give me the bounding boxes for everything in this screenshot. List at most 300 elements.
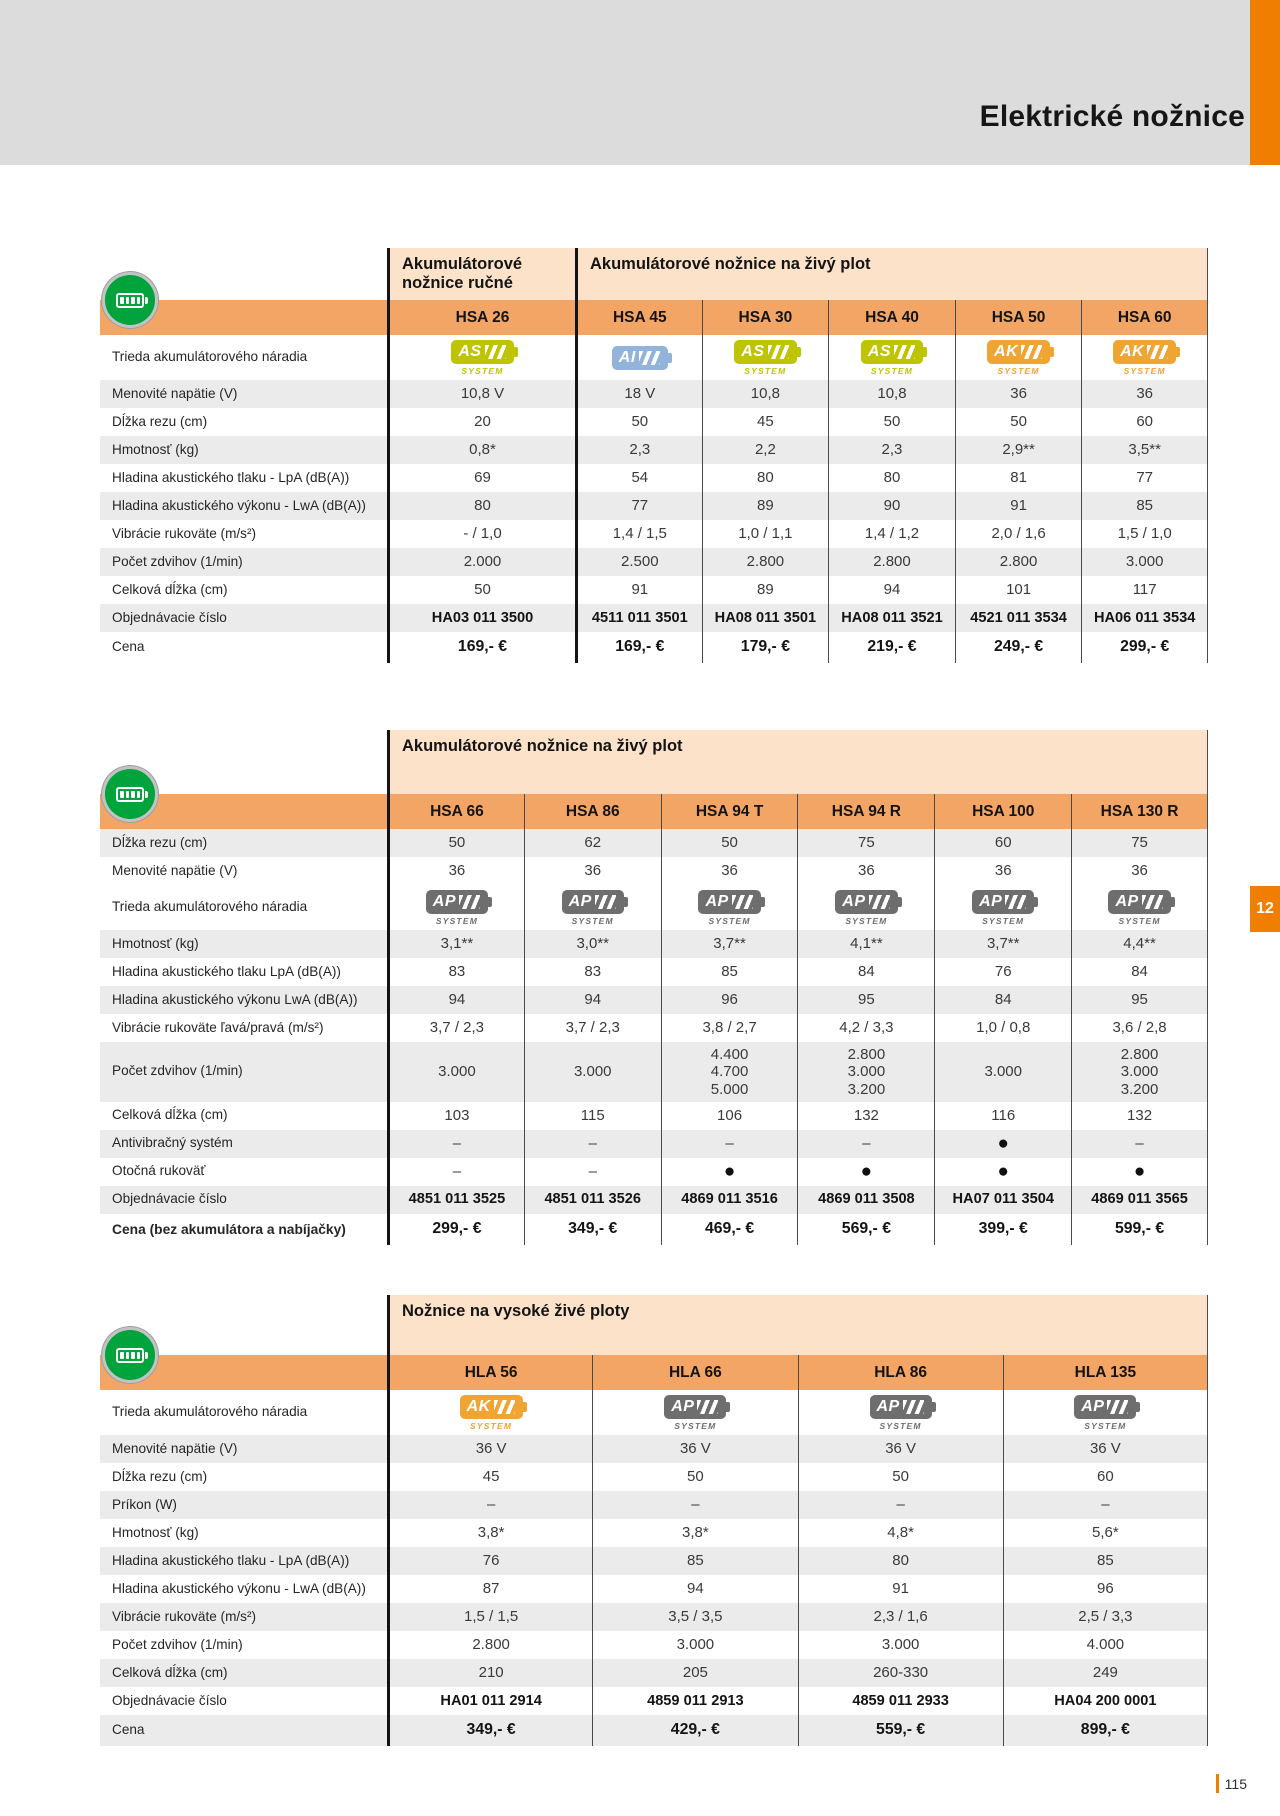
spec-value: 4859 011 2933 — [798, 1687, 1003, 1715]
battery-shape-icon — [1074, 1395, 1136, 1419]
spec-value — [592, 1390, 797, 1435]
spec-value: 62 — [524, 829, 661, 857]
spec-row — [100, 632, 1208, 663]
spec-value: 10,8 — [828, 380, 955, 408]
spec-value: 2,3 — [828, 436, 955, 464]
spec-value: 50 — [661, 829, 798, 857]
spec-row — [100, 520, 1208, 548]
spec-value: – — [798, 1491, 1003, 1519]
product-table-hedge-trimmers — [100, 730, 1208, 1245]
spec-value — [702, 335, 829, 380]
spec-value — [1071, 885, 1208, 930]
row-label: Počet zdvihov (1/min) — [112, 1063, 243, 1079]
spec-value: 2,9** — [955, 436, 1082, 464]
battery-glyph-icon — [116, 293, 144, 308]
spec-row — [100, 464, 1208, 492]
table-group-header-row — [100, 730, 1208, 794]
spec-value: 249 — [1003, 1659, 1208, 1687]
spec-value: – — [661, 1130, 798, 1158]
battery-shape-icon — [460, 1395, 523, 1419]
row-label: Cena — [112, 1722, 145, 1738]
footer-accent-bar — [1216, 1774, 1219, 1793]
spec-value: 569,- € — [797, 1214, 934, 1245]
badge-system-label: SYSTEM — [571, 915, 614, 926]
spec-value: 1,0 / 0,8 — [934, 1014, 1071, 1042]
spec-value: 103 — [387, 1102, 524, 1130]
row-label: Hmotnosť (kg) — [112, 441, 199, 457]
spec-value: HA01 011 2914 — [387, 1687, 592, 1715]
badge-system-label: SYSTEM — [1118, 915, 1161, 926]
spec-value — [387, 885, 524, 930]
battery-shape-icon — [612, 346, 668, 370]
spec-value: 3,1** — [387, 930, 524, 958]
spec-value: 90 — [828, 492, 955, 520]
spec-value: 96 — [1003, 1575, 1208, 1603]
multi-value — [848, 1046, 886, 1098]
row-label: Hladina akustického tlaku - LpA (dB(A)) — [112, 469, 350, 485]
battery-glyph-icon — [116, 1348, 144, 1363]
spec-value: 84 — [934, 986, 1071, 1014]
badge-letters: AP — [568, 892, 592, 910]
spec-row — [100, 930, 1208, 958]
spec-value: 2,3 — [575, 436, 702, 464]
battery-system-badge-as — [734, 340, 796, 376]
battery-cell-bar — [126, 297, 130, 304]
model-name: HSA 45 — [575, 300, 702, 335]
spec-value: 4851 011 3526 — [524, 1186, 661, 1214]
spec-row — [100, 548, 1208, 576]
row-label: Dĺžka rezu (cm) — [112, 834, 208, 850]
spec-value: 3.000 — [798, 1631, 1003, 1659]
spec-value: 3,8 / 2,7 — [661, 1014, 798, 1042]
battery-cell-bar — [120, 791, 124, 798]
battery-bars-icon — [697, 1400, 718, 1414]
multi-value — [1121, 1046, 1159, 1098]
row-label: Cena — [112, 639, 145, 655]
battery-cell-bar — [137, 791, 141, 798]
battery-cell-bar — [137, 1352, 141, 1359]
spec-value: 50 — [798, 1463, 1003, 1491]
row-label: Menovité napätie (V) — [112, 385, 238, 401]
spec-row — [100, 576, 1208, 604]
spec-value: 3.000 — [524, 1042, 661, 1102]
spec-value: 599,- € — [1071, 1214, 1208, 1245]
spec-value: 3,8* — [592, 1519, 797, 1547]
row-label: Dĺžka rezu (cm) — [112, 413, 208, 429]
spec-value: – — [387, 1130, 524, 1158]
row-label: Celková dĺžka (cm) — [112, 1107, 228, 1123]
spec-value: 3.000 — [1081, 548, 1208, 576]
battery-system-badge-ap — [698, 890, 760, 926]
spec-value: 2,5 / 3,3 — [1003, 1603, 1208, 1631]
spec-value: 85 — [1003, 1547, 1208, 1575]
spec-value: 3,6 / 2,8 — [1071, 1014, 1208, 1042]
spec-value: 3.000 — [387, 1042, 524, 1102]
group-header: Akumulátorové nožnice ručné — [387, 248, 575, 300]
spec-value: 84 — [797, 958, 934, 986]
spec-value: 50 — [592, 1463, 797, 1491]
row-label: Trieda akumulátorového náradia — [112, 899, 308, 915]
battery-cell-bar — [137, 297, 141, 304]
spec-row — [100, 958, 1208, 986]
model-name: HSA 30 — [702, 300, 829, 335]
spec-value: 84 — [1071, 958, 1208, 986]
badge-system-label: SYSTEM — [879, 1420, 922, 1431]
group-header: Akumulátorové nožnice na živý plot — [575, 248, 1208, 300]
spec-value: 3,5 / 3,5 — [592, 1603, 797, 1631]
multi-value-line: 3.000 — [847, 1063, 886, 1081]
spec-value — [661, 885, 798, 930]
badge-letters: AS — [867, 342, 892, 360]
spec-value: 60 — [1081, 408, 1208, 436]
badge-system-label: SYSTEM — [1123, 365, 1166, 376]
badge-letters: AS — [458, 342, 482, 360]
spec-value: 36 — [797, 857, 934, 885]
row-label: Vibrácie rukoväte (m/s²) — [112, 525, 257, 541]
battery-system-badge-as — [451, 340, 513, 376]
spec-row — [100, 1659, 1208, 1687]
battery-shape-icon — [870, 1395, 932, 1419]
spec-value: 4.000 — [1003, 1631, 1208, 1659]
battery-bars-icon — [1005, 895, 1026, 909]
model-name: HSA 86 — [524, 794, 661, 829]
spec-value: 83 — [524, 958, 661, 986]
spec-value: HA08 011 3501 — [702, 604, 829, 632]
spec-row — [100, 1575, 1208, 1603]
battery-cell-bar — [131, 297, 135, 304]
spec-row — [100, 1158, 1208, 1186]
spec-value: 205 — [592, 1659, 797, 1687]
row-label: Počet zdvihov (1/min) — [112, 1636, 243, 1652]
spec-value: 2.800 — [828, 548, 955, 576]
spec-row — [100, 885, 1208, 930]
spec-value: 399,- € — [934, 1214, 1071, 1245]
battery-bars-icon — [595, 895, 616, 909]
model-name: HLA 86 — [798, 1355, 1003, 1390]
battery-shape-icon — [664, 1395, 726, 1419]
model-name: HSA 94 T — [661, 794, 798, 829]
battery-bars-icon — [1142, 895, 1163, 909]
spec-value: 132 — [797, 1102, 934, 1130]
spec-row — [100, 1491, 1208, 1519]
table-group-header-row — [100, 1295, 1208, 1355]
battery-bars-icon — [1107, 1400, 1128, 1414]
spec-value: 76 — [387, 1547, 592, 1575]
multi-value — [711, 1046, 749, 1098]
row-label: Antivibračný systém — [112, 1135, 233, 1151]
badge-system-label: SYSTEM — [461, 365, 504, 376]
spec-value — [524, 885, 661, 930]
spec-value: 2.800 — [955, 548, 1082, 576]
row-label: Objednávacie číslo — [112, 1191, 227, 1207]
spec-value: 3,0** — [524, 930, 661, 958]
row-label: Trieda akumulátorového náradia — [112, 1404, 308, 1420]
spec-value — [798, 1390, 1003, 1435]
spec-value: 36 V — [387, 1435, 592, 1463]
spec-value: – — [1003, 1491, 1208, 1519]
spec-value: – — [1071, 1130, 1208, 1158]
spec-value: 349,- € — [524, 1214, 661, 1245]
row-label: Dĺžka rezu (cm) — [112, 1468, 208, 1484]
spec-row — [100, 1603, 1208, 1631]
spec-value: ● — [1071, 1158, 1208, 1186]
spec-value: 83 — [387, 958, 524, 986]
spec-row — [100, 1130, 1208, 1158]
spec-value — [575, 335, 702, 380]
row-label: Vibrácie rukoväte (m/s²) — [112, 1608, 257, 1624]
group-header: Nožnice na vysoké živé ploty — [387, 1295, 1208, 1355]
spec-row — [100, 1519, 1208, 1547]
battery-shape-icon — [972, 890, 1034, 914]
spec-value: 36 — [387, 857, 524, 885]
page-footer — [1216, 1774, 1247, 1793]
row-label: Príkon (W) — [112, 1496, 177, 1512]
badge-letters: AK — [1120, 342, 1145, 360]
spec-value: 36 — [524, 857, 661, 885]
battery-bars-icon — [768, 345, 789, 359]
model-name: HSA 100 — [934, 794, 1071, 829]
spec-value: 50 — [955, 408, 1082, 436]
spec-value: 36 V — [798, 1435, 1003, 1463]
spec-value: 60 — [1003, 1463, 1208, 1491]
row-label: Hmotnosť (kg) — [112, 1524, 199, 1540]
battery-system-badge-ap — [1074, 1395, 1136, 1431]
spec-value: 20 — [387, 408, 575, 436]
spec-value: 50 — [387, 829, 524, 857]
row-label: Trieda akumulátorového náradia — [112, 349, 308, 365]
row-label: Celková dĺžka (cm) — [112, 581, 228, 597]
spec-value: 3,5** — [1081, 436, 1208, 464]
spec-value: 3,7 / 2,3 — [524, 1014, 661, 1042]
spec-row — [100, 1390, 1208, 1435]
spec-value: 75 — [1071, 829, 1208, 857]
spec-value: 94 — [828, 576, 955, 604]
battery-system-badge-ai — [612, 346, 668, 370]
row-label: Hladina akustického výkonu - LwA (dB(A)) — [112, 1580, 366, 1596]
spec-value: 95 — [1071, 986, 1208, 1014]
row-label: Menovité napätie (V) — [112, 862, 238, 878]
model-name: HSA 66 — [387, 794, 524, 829]
badge-letters: AP — [876, 1397, 900, 1415]
spec-row — [100, 1435, 1208, 1463]
battery-system-badge-ak — [987, 340, 1050, 376]
row-label: Hladina akustického tlaku - LpA (dB(A)) — [112, 1552, 350, 1568]
badge-system-label: SYSTEM — [870, 365, 914, 376]
chapter-corner-tab — [1250, 0, 1280, 165]
page-number: 115 — [1224, 1775, 1247, 1792]
spec-value — [934, 885, 1071, 930]
spec-value: - / 1,0 — [387, 520, 575, 548]
row-label: Objednávacie číslo — [112, 1692, 227, 1708]
spec-value: 4,8* — [798, 1519, 1003, 1547]
battery-cell-bar — [126, 791, 130, 798]
row-label: Celková dĺžka (cm) — [112, 1664, 228, 1680]
badge-system-label: SYSTEM — [470, 1420, 513, 1431]
spec-value: 4,1** — [797, 930, 934, 958]
battery-icon — [102, 272, 158, 328]
battery-bars-icon — [494, 1400, 515, 1414]
spec-row — [100, 829, 1208, 857]
spec-value: 54 — [575, 464, 702, 492]
spec-value: – — [592, 1491, 797, 1519]
battery-bars-icon — [732, 895, 753, 909]
spec-value: 45 — [387, 1463, 592, 1491]
model-name: HSA 26 — [387, 300, 575, 335]
spec-value: 95 — [797, 986, 934, 1014]
spec-value: 94 — [524, 986, 661, 1014]
spec-value: 36 — [955, 380, 1082, 408]
badge-letters: AP — [979, 892, 1003, 910]
spec-value — [387, 1390, 592, 1435]
model-name: HSA 60 — [1081, 300, 1208, 335]
spec-value: 91 — [955, 492, 1082, 520]
spec-row — [100, 1102, 1208, 1130]
spec-value: 115 — [524, 1102, 661, 1130]
battery-shape-icon — [835, 890, 897, 914]
battery-cell-bar — [120, 297, 124, 304]
row-label: Otočná rukoväť — [112, 1163, 206, 1179]
battery-shape-icon — [426, 890, 488, 914]
spec-value: 299,- € — [1081, 632, 1208, 663]
multi-value-line: 3.200 — [847, 1080, 886, 1098]
spec-value: ● — [934, 1130, 1071, 1158]
multi-value-line: 4.700 — [710, 1063, 749, 1081]
spec-value: 4511 011 3501 — [575, 604, 702, 632]
spec-value: 2,0 / 1,6 — [955, 520, 1082, 548]
spec-value: 89 — [702, 576, 829, 604]
spec-value: 50 — [575, 408, 702, 436]
group-header: Akumulátorové nožnice na živý plot — [387, 730, 1208, 794]
spec-value: 4859 011 2913 — [592, 1687, 797, 1715]
spec-value: 1,5 / 1,5 — [387, 1603, 592, 1631]
spec-row — [100, 492, 1208, 520]
chapter-number-tab: 12 — [1250, 886, 1280, 932]
model-header-row — [100, 1355, 1208, 1390]
spec-value: 89 — [702, 492, 829, 520]
spec-value: 50 — [387, 576, 575, 604]
badge-letters: AK — [994, 342, 1019, 360]
badge-system-label: SYSTEM — [997, 365, 1040, 376]
battery-shape-icon — [987, 340, 1050, 364]
multi-value-line: 3.200 — [1120, 1080, 1159, 1098]
model-name: HLA 66 — [592, 1355, 797, 1390]
battery-bars-icon — [869, 895, 890, 909]
spec-value — [387, 335, 575, 380]
spec-value: 77 — [575, 492, 702, 520]
spec-value: 91 — [575, 576, 702, 604]
row-label: Menovité napätie (V) — [112, 1440, 238, 1456]
spec-value: 77 — [1081, 464, 1208, 492]
badge-system-label: SYSTEM — [1084, 1420, 1127, 1431]
battery-cell-bar — [131, 791, 135, 798]
product-table-handheld-shears — [100, 248, 1208, 663]
product-table-long-reach-hedge-trimmers — [100, 1295, 1208, 1746]
spec-row — [100, 604, 1208, 632]
spec-value: 2.500 — [575, 548, 702, 576]
row-label: Hmotnosť (kg) — [112, 935, 199, 951]
spec-value: 260-330 — [798, 1659, 1003, 1687]
spec-value: ● — [934, 1158, 1071, 1186]
spec-value: 2,3 / 1,6 — [798, 1603, 1003, 1631]
battery-system-badge-as — [861, 340, 923, 376]
spec-value: 80 — [702, 464, 829, 492]
multi-value-line: 3.000 — [1120, 1063, 1159, 1081]
spec-value: 5,6* — [1003, 1519, 1208, 1547]
model-header-row — [100, 794, 1208, 829]
battery-system-badge-ak — [460, 1395, 523, 1431]
battery-system-badge-ap — [1108, 890, 1170, 926]
multi-value-line: 2.800 — [1120, 1046, 1159, 1063]
spec-value: 899,- € — [1003, 1715, 1208, 1746]
model-name: HSA 130 R — [1071, 794, 1208, 829]
page-header-band — [0, 0, 1280, 165]
battery-bars-icon — [894, 345, 915, 359]
spec-value: 81 — [955, 464, 1082, 492]
battery-system-badge-ap — [972, 890, 1034, 926]
spec-value: 85 — [661, 958, 798, 986]
model-name: HLA 56 — [387, 1355, 592, 1390]
page-title: Elektrické nožnice — [979, 100, 1245, 133]
spec-value: 106 — [661, 1102, 798, 1130]
battery-system-badge-ap — [664, 1395, 726, 1431]
row-label: Hladina akustického tlaku LpA (dB(A)) — [112, 963, 341, 979]
spec-row — [100, 1687, 1208, 1715]
spec-value: HA06 011 3534 — [1081, 604, 1208, 632]
battery-shape-icon — [698, 890, 760, 914]
badge-letters: AP — [842, 892, 866, 910]
badge-system-label: SYSTEM — [435, 915, 478, 926]
spec-value: 3,8* — [387, 1519, 592, 1547]
spec-value — [955, 335, 1082, 380]
spec-value: HA03 011 3500 — [387, 604, 575, 632]
badge-system-label: SYSTEM — [674, 1420, 717, 1431]
spec-value — [797, 1038, 934, 1106]
badge-system-label: SYSTEM — [982, 915, 1025, 926]
row-label: Počet zdvihov (1/min) — [112, 553, 243, 569]
battery-cell-bar — [120, 1352, 124, 1359]
model-name: HSA 50 — [955, 300, 1082, 335]
spec-value: 87 — [387, 1575, 592, 1603]
spec-value: 169,- € — [387, 632, 575, 663]
spec-value: 80 — [387, 492, 575, 520]
spec-value — [1071, 1038, 1208, 1106]
battery-shape-icon — [861, 340, 923, 364]
row-label: Hladina akustického výkonu LwA (dB(A)) — [112, 991, 358, 1007]
battery-bars-icon — [639, 351, 660, 365]
spec-row — [100, 857, 1208, 885]
battery-shape-icon — [1108, 890, 1170, 914]
spec-value: 3,7** — [661, 930, 798, 958]
spec-row — [100, 986, 1208, 1014]
spec-value: 85 — [592, 1547, 797, 1575]
badge-system-label: SYSTEM — [708, 915, 751, 926]
battery-cell-bar — [131, 1352, 135, 1359]
battery-bars-icon — [1021, 345, 1042, 359]
battery-shape-icon — [734, 340, 796, 364]
model-name: HSA 40 — [828, 300, 955, 335]
spec-value: 2.800 — [702, 548, 829, 576]
badge-letters: AP — [432, 892, 457, 910]
spec-row — [100, 1214, 1208, 1245]
spec-value: – — [797, 1130, 934, 1158]
row-label: Vibrácie rukoväte ľavá/pravá (m/s²) — [112, 1019, 324, 1035]
spec-value: 3.000 — [592, 1631, 797, 1659]
spec-value: – — [387, 1491, 592, 1519]
badge-letters: AP — [671, 1397, 695, 1415]
spec-value: 36 V — [1003, 1435, 1208, 1463]
spec-value: 179,- € — [702, 632, 829, 663]
spec-row — [100, 1186, 1208, 1214]
